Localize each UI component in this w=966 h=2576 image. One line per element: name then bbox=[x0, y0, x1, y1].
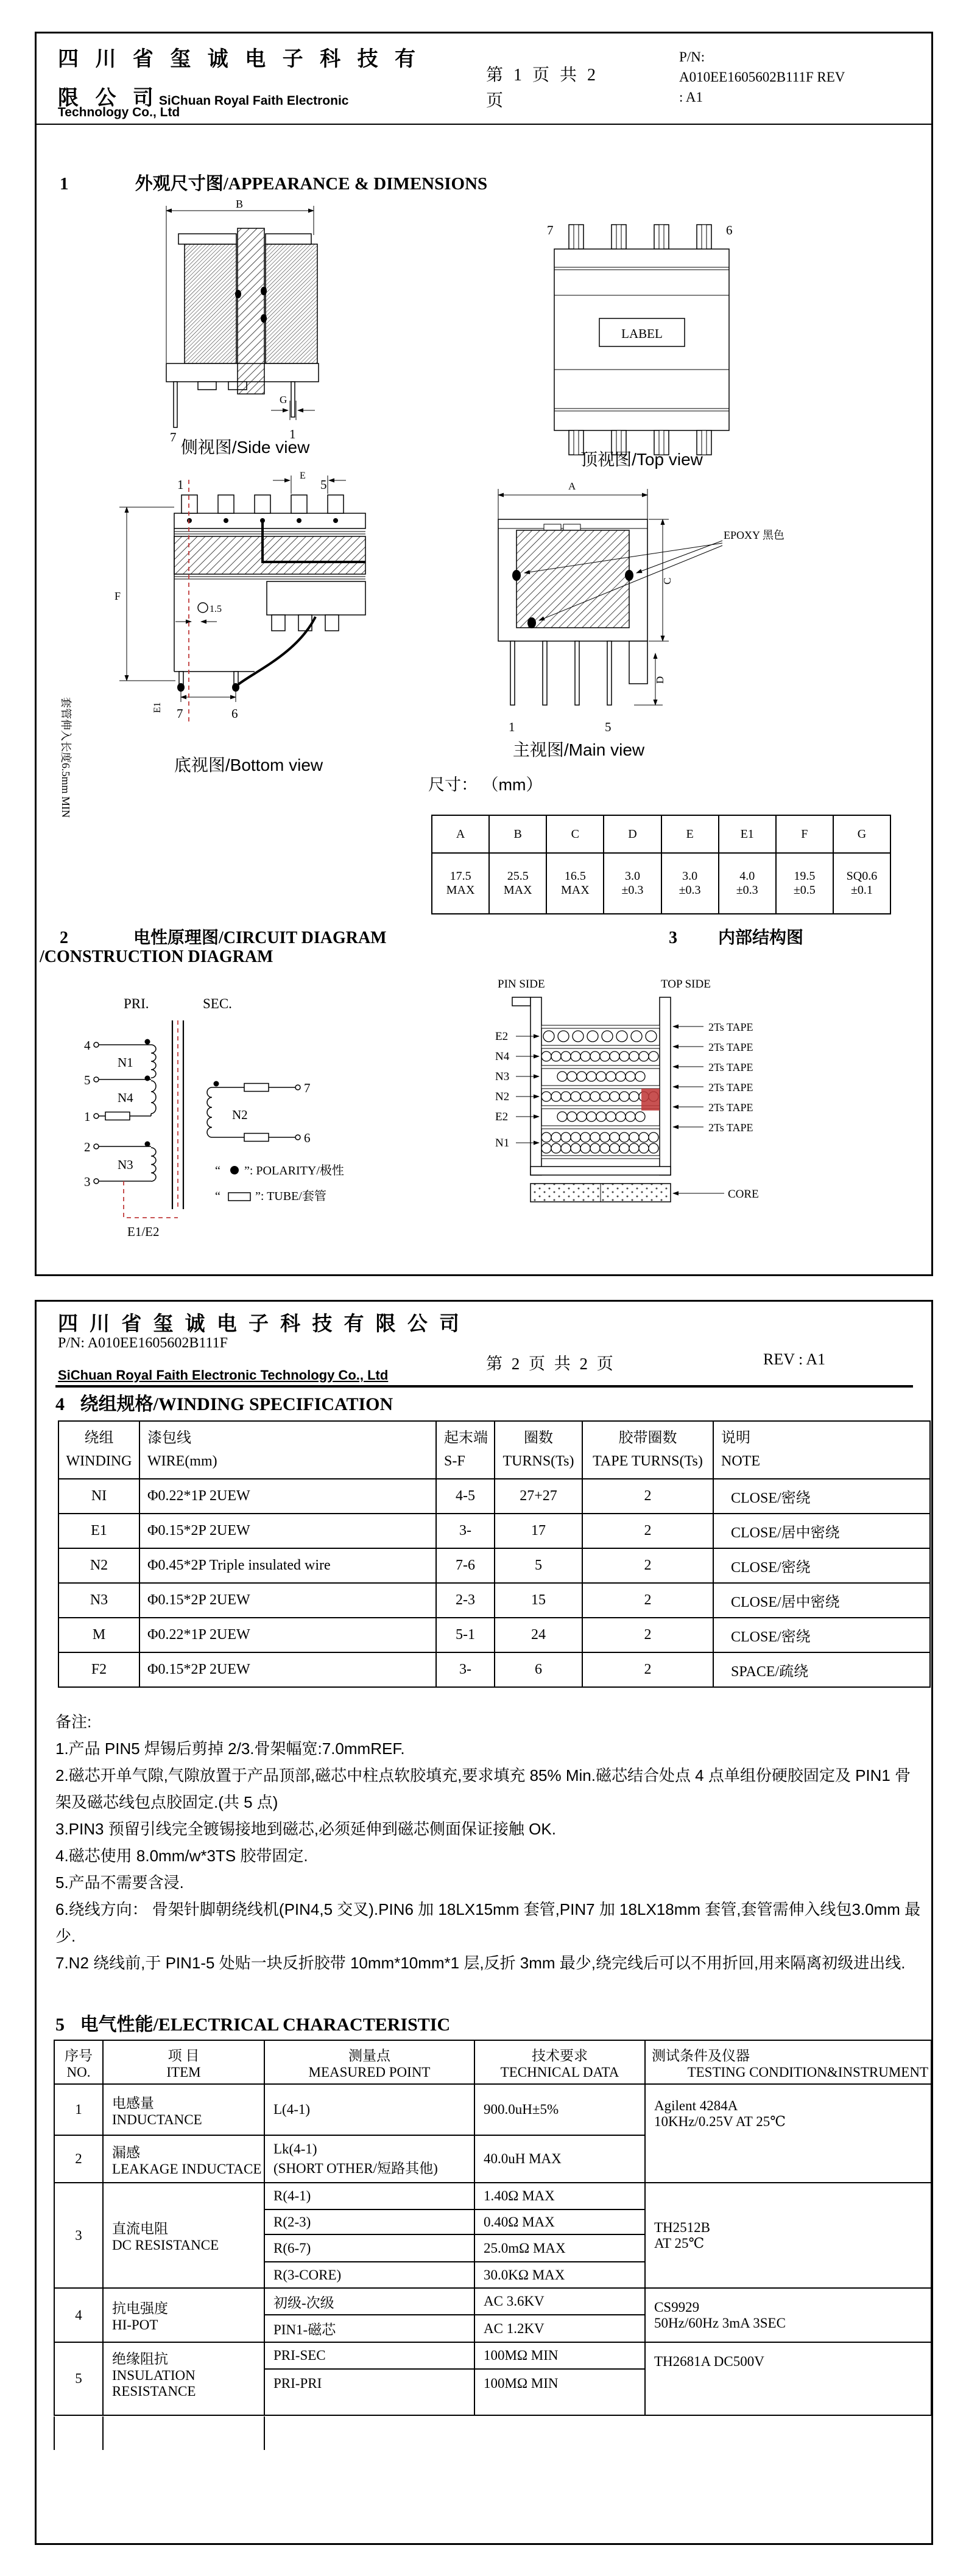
cell-condition bbox=[645, 2342, 931, 2415]
dim-e1-label: E1 bbox=[152, 702, 163, 713]
dim-b-label: B bbox=[236, 198, 244, 210]
page-number-line2: 页 bbox=[486, 91, 507, 110]
item-cn: 漏感 bbox=[112, 2144, 140, 2160]
top-side-label: TOP SIDE bbox=[661, 978, 711, 991]
winding-row bbox=[58, 1514, 930, 1548]
dim-value: 25.5 bbox=[507, 869, 529, 883]
item-en: INSULATION bbox=[112, 2368, 196, 2383]
legend-quote: “ bbox=[215, 1190, 220, 1203]
cell-item bbox=[103, 2288, 264, 2342]
elec-row bbox=[54, 2183, 931, 2209]
cell-sf: 2-3 bbox=[436, 1583, 495, 1618]
hdr-en: MEASURED POINT bbox=[308, 2064, 431, 2080]
cell-no: 5 bbox=[54, 2342, 103, 2415]
cell-sf: 7-6 bbox=[436, 1548, 495, 1583]
hdr-cn: 圈数 bbox=[524, 1430, 553, 1447]
cell-data: 900.0uH±5% bbox=[474, 2084, 645, 2135]
cell-tape: 2 bbox=[582, 1618, 713, 1652]
cell-note: CLOSE/密绕 bbox=[713, 1479, 930, 1514]
section4-title bbox=[55, 1389, 393, 1416]
layer-label-e2: E2 bbox=[495, 1030, 509, 1043]
cell-turns: 27+27 bbox=[495, 1479, 582, 1514]
winding-row bbox=[58, 1479, 930, 1514]
hdr-en: ITEM bbox=[166, 2064, 201, 2080]
pin2-label: 2 bbox=[84, 1140, 91, 1154]
layer-label-e2b: E2 bbox=[495, 1111, 509, 1123]
table-border-stub bbox=[54, 2416, 55, 2450]
hdr-cn: 序号 bbox=[65, 2048, 93, 2063]
cell-point: PRI-PRI bbox=[264, 2369, 474, 2415]
cell-no: 2 bbox=[54, 2135, 103, 2183]
tape-label: 2Ts TAPE bbox=[708, 1121, 753, 1134]
table-border-stub bbox=[102, 2416, 104, 2450]
dim-tol: ±0.5 bbox=[793, 883, 816, 897]
dim-header-cell: E1 bbox=[719, 815, 776, 853]
winding-row bbox=[58, 1618, 930, 1652]
hdr-en: TAPE TURNS(Ts) bbox=[593, 1453, 703, 1469]
cell-data: 100MΩ MIN bbox=[474, 2369, 645, 2415]
layer-label-n4: N4 bbox=[495, 1050, 510, 1063]
cell-data: 100MΩ MIN bbox=[474, 2342, 645, 2369]
cell-turns: 17 bbox=[495, 1514, 582, 1548]
cell-data: 1.40Ω MAX bbox=[474, 2183, 645, 2209]
pin1-label: 1 bbox=[84, 1109, 91, 1124]
cell-note: CLOSE/密绕 bbox=[713, 1548, 930, 1583]
hdr-cn: 说明 bbox=[721, 1430, 750, 1447]
cell-item bbox=[103, 2342, 264, 2415]
cell-note: CLOSE/密绕 bbox=[713, 1618, 930, 1652]
cell-turns: 24 bbox=[495, 1618, 582, 1652]
dim-value-cell bbox=[661, 853, 719, 914]
dim-value: 16.5 bbox=[564, 869, 586, 883]
notes-block bbox=[55, 1708, 926, 1976]
hdr-en: TECHNICAL DATA bbox=[500, 2064, 619, 2080]
epoxy-annotation: EPOXY 黑色 bbox=[724, 529, 784, 541]
company-name-en-p2: SiChuan Royal Faith Electronic Technology Co., Ltd bbox=[58, 1367, 389, 1383]
section4-num: 4 bbox=[55, 1394, 65, 1414]
hdr-cn: 测试条件及仪器 bbox=[652, 2048, 750, 2063]
notes-title: 备注: bbox=[55, 1713, 92, 1731]
cell-point: PRI-SEC bbox=[264, 2342, 474, 2369]
section2-title-l1: 电性原理图/CIRCUIT DIAGRAM bbox=[133, 928, 387, 947]
dim-tol: ±0.3 bbox=[621, 883, 644, 897]
note-item: 6.绕线方向： 骨架针脚朝绕线机(PIN4,5 交叉).PIN6 加 18LX15mm 套管,PIN7 加 18LX18mm 套管,套管需伸入线包3.0mm 最少. bbox=[55, 1900, 921, 1945]
hdr-cn: 技术要求 bbox=[532, 2048, 588, 2063]
dim-value: 3.0 bbox=[624, 869, 640, 883]
hdr-en: WINDING bbox=[66, 1453, 132, 1469]
cell-point: R(4-1) bbox=[264, 2183, 474, 2209]
col-wire bbox=[139, 1421, 436, 1479]
dim-tol: ±0.3 bbox=[736, 883, 758, 897]
item-cn: 直流电阻 bbox=[112, 2221, 168, 2236]
note-item: 5.产品不需要含浸. bbox=[55, 1873, 184, 1892]
side-view-drawing bbox=[161, 200, 329, 443]
table-border-stub bbox=[264, 2416, 265, 2450]
hdr-cn: 起末端 bbox=[444, 1430, 488, 1447]
col-sf bbox=[436, 1421, 495, 1479]
electrical-table bbox=[54, 2040, 932, 2416]
cell-point: R(6-7) bbox=[264, 2234, 474, 2262]
cell-sf: 3- bbox=[436, 1652, 495, 1687]
dim-header-cell: E bbox=[661, 815, 719, 853]
winding-row bbox=[58, 1548, 930, 1583]
dim-value-cell bbox=[833, 853, 890, 914]
dim-header-cell: B bbox=[489, 815, 546, 853]
dim-tol: ±0.1 bbox=[850, 883, 873, 897]
dim-g-label: G bbox=[280, 394, 287, 405]
part-number-p2: P/N: A010EE1605602B111F bbox=[58, 1335, 228, 1351]
dim-header-cell: D bbox=[604, 815, 661, 853]
elec-row bbox=[54, 2084, 931, 2135]
e1e2-label: E1/E2 bbox=[127, 1224, 160, 1239]
cell-point: R(2-3) bbox=[264, 2209, 474, 2234]
pin3-label: 3 bbox=[84, 1174, 91, 1189]
cell-data: 25.0mΩ MAX bbox=[474, 2234, 645, 2262]
hdr-en: WIRE(mm) bbox=[147, 1453, 217, 1469]
item-en: RESISTANCE bbox=[112, 2384, 196, 2399]
cell-point: PIN1-磁芯 bbox=[264, 2315, 474, 2342]
page1-header bbox=[37, 33, 931, 125]
pin5-label: 5 bbox=[84, 1073, 91, 1087]
cell-tape: 2 bbox=[582, 1652, 713, 1687]
dim-value: 4.0 bbox=[739, 869, 755, 883]
cell-wire: Φ0.22*1P 2UEW bbox=[139, 1479, 436, 1514]
n2-red-highlight bbox=[641, 1089, 660, 1111]
rev-value: : A1 bbox=[679, 89, 703, 105]
col-no bbox=[54, 2040, 103, 2084]
hdr-en: S-F bbox=[444, 1453, 465, 1469]
section3-num: 3 bbox=[669, 928, 677, 947]
col-turns bbox=[495, 1421, 582, 1479]
sec-label: SEC. bbox=[203, 996, 232, 1011]
cell-sf: 5-1 bbox=[436, 1618, 495, 1652]
section1-title-text: 外观尺寸图/APPEARANCE & DIMENSIONS bbox=[135, 174, 488, 194]
section5-num: 5 bbox=[55, 2015, 65, 2035]
cell-data: 30.0KΩ MAX bbox=[474, 2262, 645, 2288]
page-2 bbox=[35, 1300, 933, 2545]
cell-condition bbox=[645, 2084, 931, 2183]
bottom-pin5-label: 5 bbox=[320, 477, 327, 492]
main-pin1-label: 1 bbox=[509, 720, 515, 734]
hdr-en: NO. bbox=[66, 2064, 91, 2080]
point-line: Lk(4-1) bbox=[273, 2141, 317, 2157]
page-number-p2: 第 2 页 共 2 页 bbox=[486, 1355, 616, 1373]
legend-polarity: ”: POLARITY/极性 bbox=[244, 1164, 344, 1177]
col-tape-turns bbox=[582, 1421, 713, 1479]
dim-c-label: C bbox=[661, 577, 673, 584]
col-testing-condition bbox=[645, 2040, 931, 2084]
note-item: 2.磁芯开单气隙,气隙放置于产品顶部,磁芯中柱点软胶填充,要求填充 85% Min.磁芯结合处点 4 点单组份硬胶固定及 PIN1 骨架及磁芯线包点胶固定.(共 5 点) bbox=[55, 1766, 911, 1811]
section4-title-text: 绕组规格/WINDING SPECIFICATION bbox=[80, 1394, 393, 1414]
construction-diagram bbox=[489, 973, 775, 1210]
dim-header-cell: G bbox=[833, 815, 890, 853]
tube-icon bbox=[228, 1193, 250, 1201]
hdr-cn: 测量点 bbox=[348, 2048, 390, 2063]
company-name-en-2: Technology Co., Ltd bbox=[58, 105, 180, 119]
winding-n3-label: N3 bbox=[118, 1157, 133, 1172]
tube-insertion-note: 套管伸入长度6.5mm MIN bbox=[60, 697, 72, 818]
dim-value: SQ0.6 bbox=[846, 869, 878, 883]
cell-wire: Φ0.15*2P 2UEW bbox=[139, 1514, 436, 1548]
cell-condition bbox=[645, 2183, 931, 2288]
tape-label: 2Ts TAPE bbox=[708, 1041, 753, 1053]
note-item: 3.PIN3 预留引线完全镀锡接地到磁芯,必须延伸到磁芯侧面保证接触 OK. bbox=[55, 1820, 556, 1838]
cell-winding: M bbox=[58, 1618, 139, 1652]
cell-winding: F2 bbox=[58, 1652, 139, 1687]
cell-no: 3 bbox=[54, 2183, 103, 2288]
pri-label: PRI. bbox=[124, 996, 149, 1011]
col-technical-data bbox=[474, 2040, 645, 2084]
top-view-caption: 顶视图/Top view bbox=[580, 450, 703, 469]
cell-point: R(3-CORE) bbox=[264, 2262, 474, 2288]
cell-wire: Φ0.15*2P 2UEW bbox=[139, 1583, 436, 1618]
cell-condition bbox=[645, 2288, 931, 2342]
section3-title bbox=[669, 924, 803, 949]
side-view-caption: 侧视图/Side view bbox=[180, 438, 310, 457]
cell-wire: Φ0.45*2P Triple insulated wire bbox=[139, 1548, 436, 1583]
winding-n4-label: N4 bbox=[118, 1090, 133, 1105]
winding-header-row bbox=[58, 1421, 930, 1479]
dim-e-label: E bbox=[300, 471, 306, 481]
dim-value: 3.0 bbox=[682, 869, 698, 883]
cell-tape: 2 bbox=[582, 1548, 713, 1583]
cell-wire: Φ0.22*1P 2UEW bbox=[139, 1618, 436, 1652]
page-number bbox=[486, 63, 599, 114]
tape-label: 2Ts TAPE bbox=[708, 1061, 753, 1073]
cell-point: 初级-次级 bbox=[264, 2288, 474, 2315]
note-item: 1.产品 PIN5 焊锡后剪掉 2/3.骨架幅宽:7.0mmREF. bbox=[55, 1739, 405, 1758]
cell-sf: 3- bbox=[436, 1514, 495, 1548]
item-en: INDUCTANCE bbox=[112, 2111, 202, 2127]
pn-value: A010EE1605602B111F REV bbox=[679, 69, 845, 85]
cell-tape: 2 bbox=[582, 1583, 713, 1618]
section1-title bbox=[60, 170, 487, 195]
dim-value: 17.5 bbox=[450, 869, 471, 883]
hdr-en: TESTING CONDITION&INSTRUMENT bbox=[687, 2064, 928, 2080]
section2-title-l2: /CONSTRUCTION DIAGRAM bbox=[40, 947, 273, 966]
cond-line: AT 25℃ bbox=[654, 2235, 705, 2251]
legend-tube: ”: TUBE/套管 bbox=[255, 1190, 326, 1203]
cell-note: CLOSE/居中密绕 bbox=[713, 1514, 930, 1548]
dim-value-cell bbox=[719, 853, 776, 914]
section3-title-text: 内部结构图 bbox=[718, 928, 804, 947]
elec-row bbox=[54, 2342, 931, 2369]
pn-label: P/N: bbox=[679, 49, 705, 65]
winding-row bbox=[58, 1652, 930, 1687]
tape-label: 2Ts TAPE bbox=[708, 1021, 753, 1033]
cond-line: TH2512B bbox=[654, 2219, 710, 2235]
main-view-drawing bbox=[483, 471, 812, 763]
dimension-table bbox=[431, 815, 891, 914]
main-view-caption: 主视图/Main view bbox=[512, 740, 645, 759]
section2-num: 2 bbox=[60, 928, 68, 947]
cond-line: TH2681A DC500V bbox=[654, 2354, 764, 2369]
dim-value-cell bbox=[489, 853, 546, 914]
side-pin7-label: 7 bbox=[170, 430, 177, 444]
elec-header-row bbox=[54, 2040, 931, 2084]
tape-label: 2Ts TAPE bbox=[708, 1081, 753, 1093]
dim-header-cell: F bbox=[776, 815, 833, 853]
elec-row bbox=[54, 2288, 931, 2315]
item-en: DC RESISTANCE bbox=[112, 2237, 219, 2253]
company-name-cn-2: 限 公 司 bbox=[58, 86, 159, 110]
company-name-en: SiChuan Royal Faith Electronic bbox=[158, 94, 349, 108]
cell-data: 0.40Ω MAX bbox=[474, 2209, 645, 2234]
cell-no: 4 bbox=[54, 2288, 103, 2342]
note-item: 4.磁芯使用 8.0mm/w*3TS 胶带固定. bbox=[55, 1847, 308, 1865]
dim-value-cell bbox=[432, 853, 489, 914]
cond-line: Agilent 4284A bbox=[654, 2098, 738, 2113]
top-pin6-label: 6 bbox=[726, 223, 733, 237]
circuit-diagram bbox=[81, 991, 398, 1247]
cell-note: SPACE/疏绕 bbox=[713, 1652, 930, 1687]
col-winding bbox=[58, 1421, 139, 1479]
main-pin5-label: 5 bbox=[605, 720, 612, 734]
company-name-cn: 四 川 省 玺 诚 电 子 科 技 有 bbox=[58, 47, 421, 71]
dim-header-cell: A bbox=[432, 815, 489, 853]
core-label: CORE bbox=[728, 1188, 759, 1201]
hdr-cn: 胶带圈数 bbox=[618, 1430, 677, 1447]
cell-turns: 5 bbox=[495, 1548, 582, 1583]
cond-line: 10KHz/0.25V AT 25℃ bbox=[654, 2114, 786, 2129]
top-pin7-label: 7 bbox=[547, 223, 554, 237]
hdr-cn: 项 目 bbox=[167, 2048, 200, 2063]
item-cn: 抗电强度 bbox=[112, 2301, 168, 2316]
col-note bbox=[713, 1421, 930, 1479]
bottom-view-drawing bbox=[54, 471, 370, 958]
cell-winding: NI bbox=[58, 1479, 139, 1514]
cell-tape: 2 bbox=[582, 1514, 713, 1548]
side-pin1-label: 1 bbox=[289, 427, 296, 441]
item-en: LEAKAGE INDUCTACE bbox=[112, 2161, 262, 2177]
section5-title bbox=[55, 2009, 450, 2036]
cond-line: 50Hz/60Hz 3mA 3SEC bbox=[654, 2315, 786, 2331]
cell-winding: N2 bbox=[58, 1548, 139, 1583]
layer-label-n2: N2 bbox=[495, 1090, 510, 1103]
pin-side-label: PIN SIDE bbox=[498, 978, 545, 991]
hdr-en: NOTE bbox=[721, 1453, 760, 1469]
cell-winding: N3 bbox=[58, 1583, 139, 1618]
bottom-pin1-label: 1 bbox=[177, 477, 184, 492]
section5-title-text: 电气性能/ELECTRICAL CHARACTERISTIC bbox=[80, 2015, 451, 2035]
hdr-cn: 漆包线 bbox=[147, 1430, 191, 1447]
dim-f-label: F bbox=[115, 590, 121, 602]
cell-note: CLOSE/居中密绕 bbox=[713, 1583, 930, 1618]
cell-item bbox=[103, 2135, 264, 2183]
bottom-pin6-label: 6 bbox=[231, 706, 238, 721]
label-box-text: LABEL bbox=[621, 326, 663, 341]
dim-a-label: A bbox=[568, 480, 576, 492]
pin6-label: 6 bbox=[304, 1131, 311, 1145]
pin7-label: 7 bbox=[304, 1081, 311, 1095]
legend-quote: “ bbox=[215, 1164, 220, 1177]
layer-label-n1: N1 bbox=[495, 1137, 510, 1149]
cond-line: CS9929 bbox=[654, 2299, 700, 2315]
cell-wire: Φ0.15*2P 2UEW bbox=[139, 1652, 436, 1687]
item-en: HI-POT bbox=[112, 2317, 158, 2332]
hdr-cn: 绕组 bbox=[84, 1430, 114, 1447]
cell-point: L(4-1) bbox=[264, 2084, 474, 2135]
dim-1-5-label: 1.5 bbox=[210, 604, 222, 614]
rev-p2: REV : A1 bbox=[763, 1350, 826, 1368]
item-cn: 绝缘阻抗 bbox=[112, 2351, 168, 2367]
polarity-dot-icon bbox=[230, 1166, 239, 1174]
unit-label: 尺寸： （mm） bbox=[428, 776, 543, 794]
cell-item bbox=[103, 2084, 264, 2135]
note-item: 7.N2 绕线前,于 PIN1-5 处贴一块反折胶带 10mm*10mm*1 层,反折 3mm 最少,绕完线后可以不用折回,用来隔离初级进出线. bbox=[55, 1954, 906, 1972]
winding-n1-label: N1 bbox=[118, 1055, 133, 1070]
cell-data: AC 3.6KV bbox=[474, 2288, 645, 2315]
winding-table bbox=[58, 1420, 931, 1688]
winding-n2-label: N2 bbox=[232, 1107, 248, 1122]
cell-item bbox=[103, 2183, 264, 2288]
bottom-pin7-label: 7 bbox=[177, 706, 183, 721]
company-name-cn-p2: 四 川 省 玺 诚 电 子 科 技 有 限 公 司 bbox=[58, 1312, 463, 1335]
bottom-view-caption: 底视图/Bottom view bbox=[174, 756, 323, 774]
layer-label-n3: N3 bbox=[495, 1070, 510, 1083]
hdr-en: TURNS(Ts) bbox=[502, 1453, 574, 1469]
cell-data: AC 1.2KV bbox=[474, 2315, 645, 2342]
col-measured-point bbox=[264, 2040, 474, 2084]
top-view-drawing bbox=[546, 216, 738, 460]
dim-value-cell bbox=[776, 853, 833, 914]
dim-tol: ±0.3 bbox=[679, 883, 701, 897]
cell-point bbox=[264, 2135, 474, 2183]
dim-header-cell: C bbox=[546, 815, 604, 853]
dim-d-label: D bbox=[654, 676, 666, 684]
dim-value-cell bbox=[604, 853, 661, 914]
header-rule bbox=[55, 1385, 913, 1388]
col-item bbox=[103, 2040, 264, 2084]
pin4-label: 4 bbox=[84, 1038, 91, 1053]
item-cn: 电感量 bbox=[112, 2095, 154, 2111]
cell-turns: 6 bbox=[495, 1652, 582, 1687]
page-1 bbox=[35, 32, 933, 1276]
dim-value: 19.5 bbox=[794, 869, 816, 883]
section1-num: 1 bbox=[60, 174, 69, 194]
dim-tol: MAX bbox=[503, 883, 532, 897]
cell-tape: 2 bbox=[582, 1479, 713, 1514]
dim-tol: MAX bbox=[446, 883, 475, 897]
tape-label: 2Ts TAPE bbox=[708, 1101, 753, 1114]
dim-tol: MAX bbox=[560, 883, 590, 897]
point-line: (SHORT OTHER/短路其他) bbox=[273, 2160, 438, 2176]
dim-value-cell bbox=[546, 853, 604, 914]
page-number-line1: 第 1 页 共 2 bbox=[486, 66, 599, 85]
section2-title bbox=[60, 924, 387, 949]
winding-row bbox=[58, 1583, 930, 1618]
cell-data: 40.0uH MAX bbox=[474, 2135, 645, 2183]
cell-sf: 4-5 bbox=[436, 1479, 495, 1514]
cell-turns: 15 bbox=[495, 1583, 582, 1618]
cell-no: 1 bbox=[54, 2084, 103, 2135]
part-number-block bbox=[679, 47, 845, 107]
cell-winding: E1 bbox=[58, 1514, 139, 1548]
